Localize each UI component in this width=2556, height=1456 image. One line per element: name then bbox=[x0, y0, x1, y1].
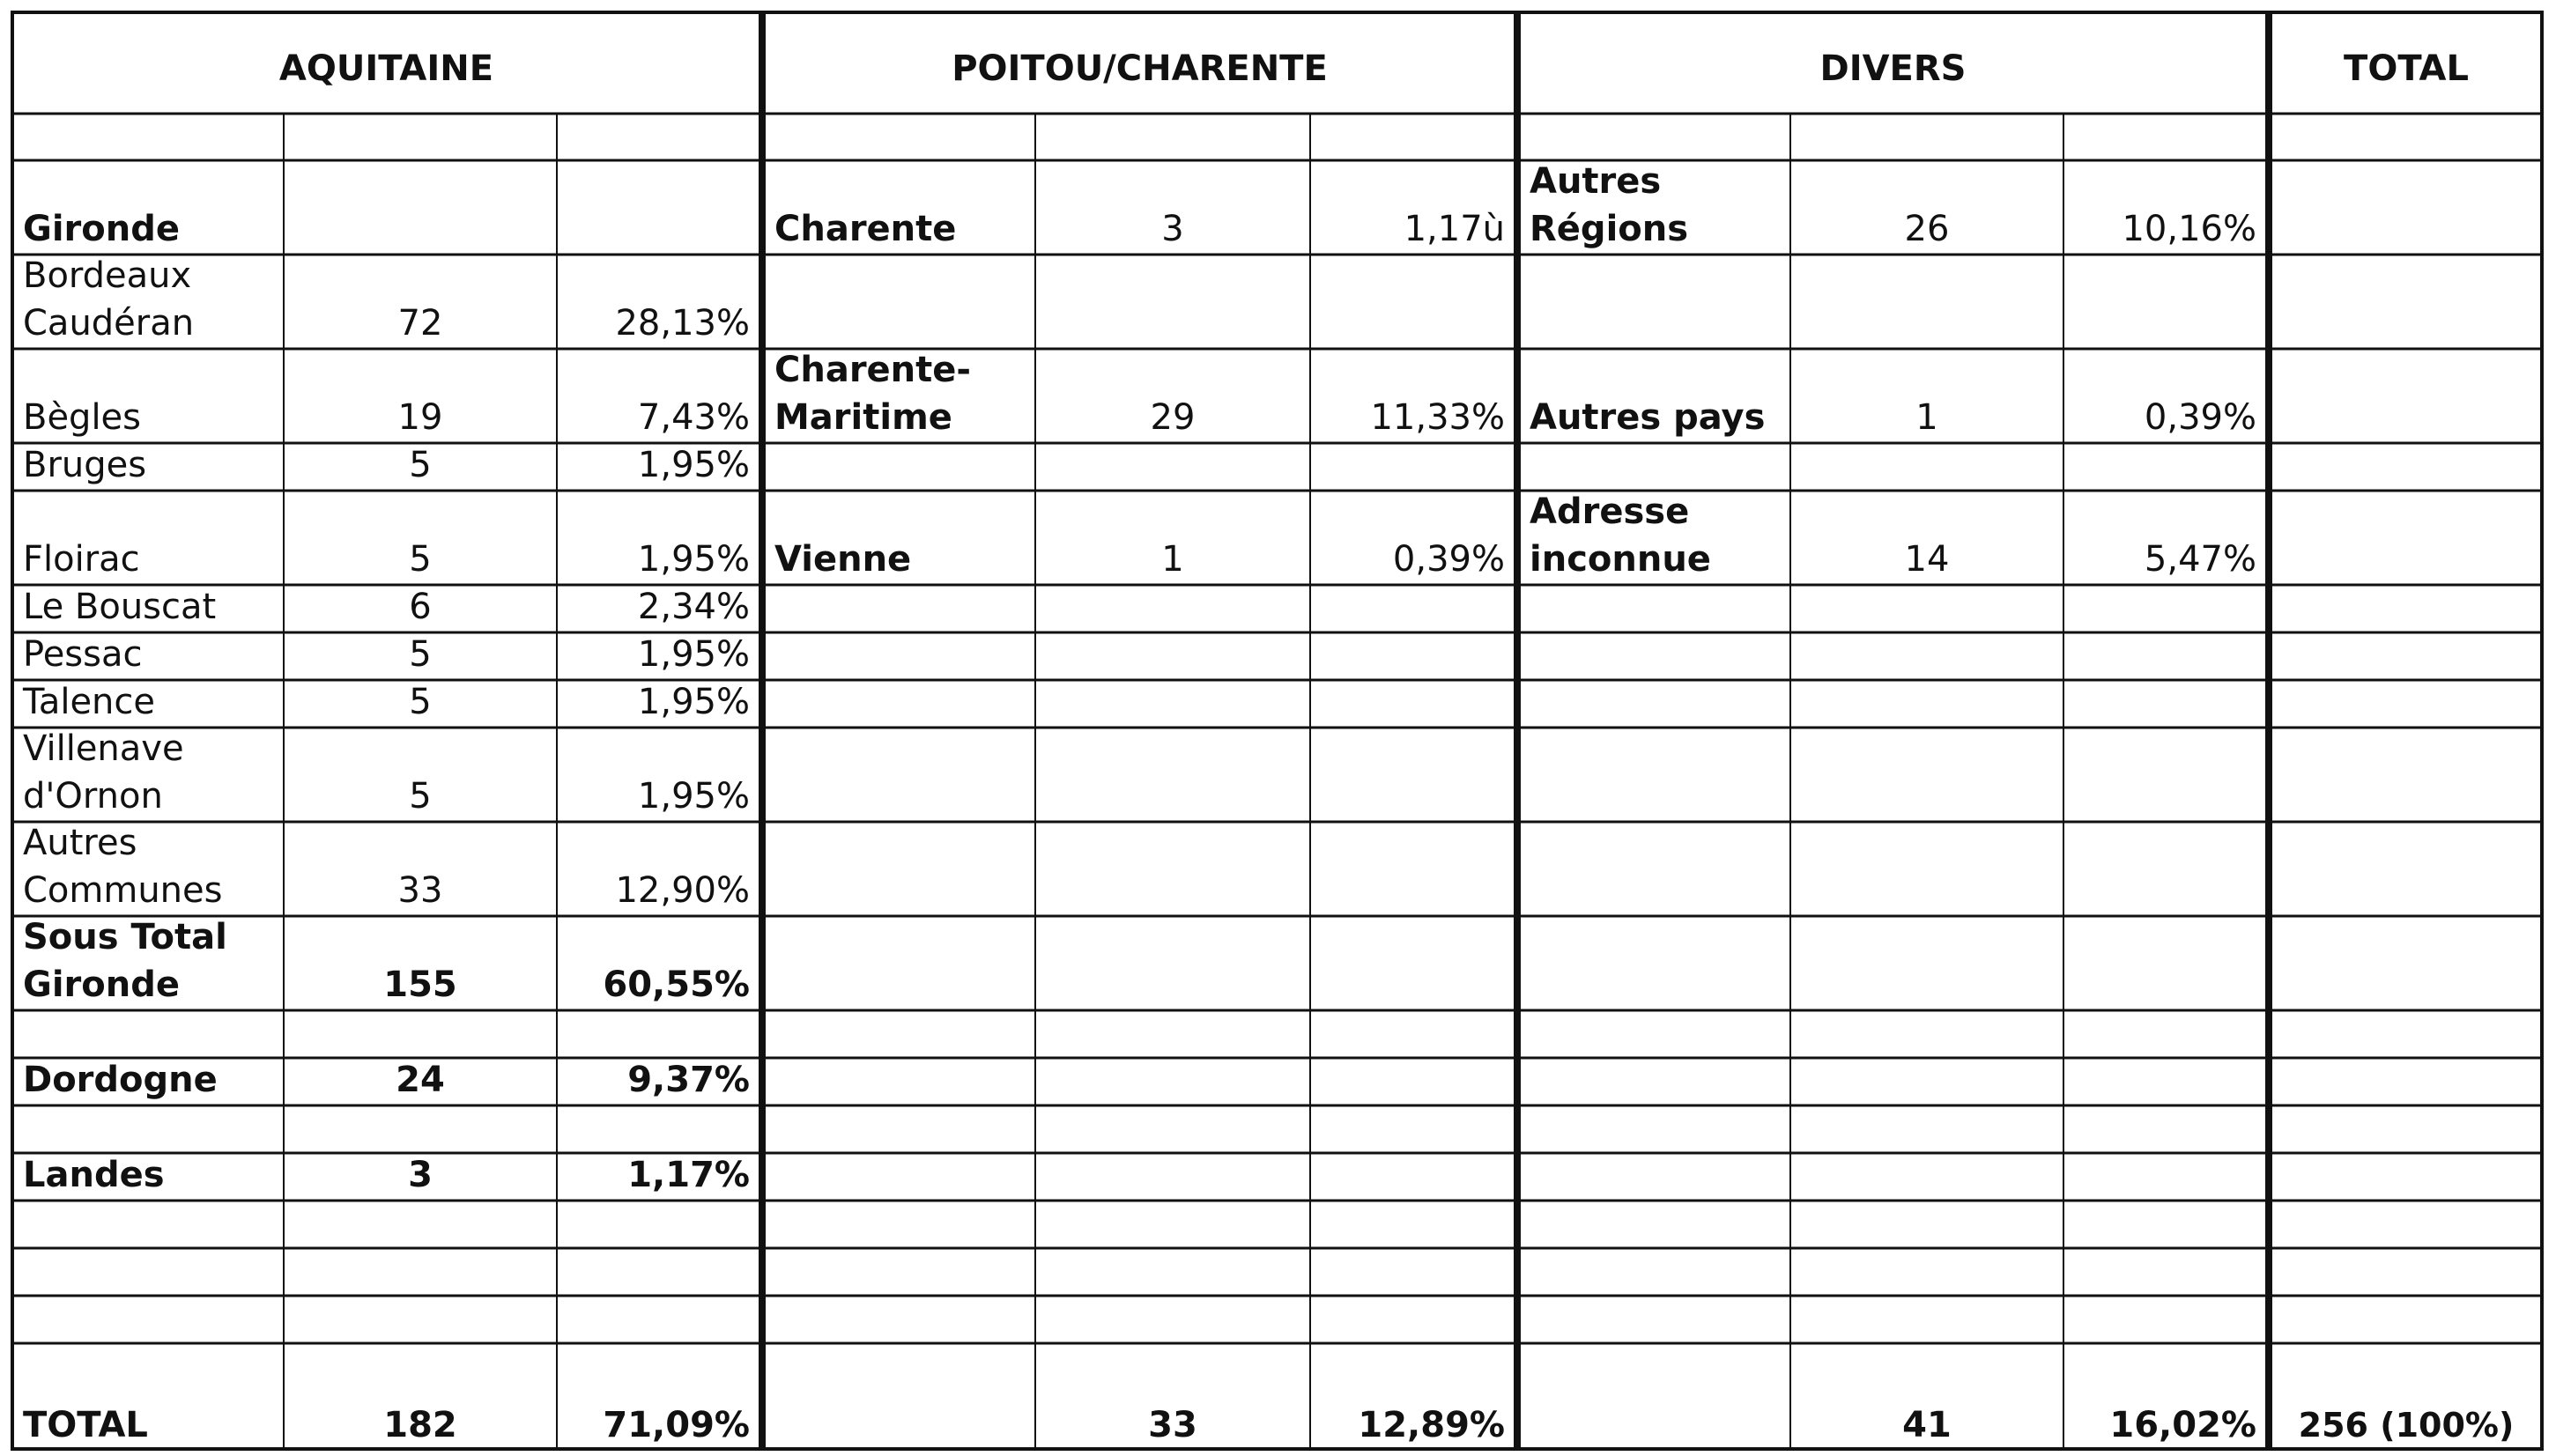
aquitaine-count: 5 bbox=[409, 539, 432, 580]
divers-count: 14 bbox=[1904, 539, 1950, 580]
divers-label: Autres Régions bbox=[1530, 161, 1689, 249]
aquitaine-percent: 12,90% bbox=[615, 870, 750, 911]
divers-count: 26 bbox=[1904, 209, 1950, 249]
aquitaine-count: 155 bbox=[383, 965, 457, 1005]
aquitaine-count: 5 bbox=[409, 682, 432, 722]
aquitaine-label: Le Bouscat bbox=[23, 587, 217, 627]
aquitaine-percent bbox=[560, 1201, 759, 1248]
poitou-percent: 11,33% bbox=[1370, 397, 1505, 438]
aquitaine-count bbox=[287, 160, 553, 255]
aquitaine-label bbox=[14, 1296, 280, 1343]
aquitaine-label: Bordeaux Caudéran bbox=[23, 255, 195, 344]
total-aquitaine-percent: 71,09% bbox=[603, 1405, 750, 1445]
total-label: TOTAL bbox=[23, 1405, 148, 1445]
poitou-label: Charente bbox=[774, 209, 957, 249]
poitou-count: 3 bbox=[1161, 209, 1184, 249]
header-total: TOTAL bbox=[2344, 48, 2469, 89]
grand-total: 256 (100%) bbox=[2298, 1406, 2515, 1445]
aquitaine-count: 33 bbox=[397, 870, 443, 911]
total-aquitaine-count: 182 bbox=[383, 1405, 457, 1445]
aquitaine-count bbox=[287, 1010, 553, 1058]
aquitaine-label: Bègles bbox=[23, 397, 142, 438]
aquitaine-label bbox=[14, 1105, 280, 1153]
aquitaine-count bbox=[287, 1201, 553, 1248]
aquitaine-percent bbox=[560, 1296, 759, 1343]
aquitaine-label: Villenave d'Ornon bbox=[23, 728, 184, 817]
aquitaine-label: Landes bbox=[23, 1155, 165, 1195]
aquitaine-count: 6 bbox=[409, 587, 432, 627]
divers-label: Adresse inconnue bbox=[1530, 491, 1711, 580]
poitou-count: 1 bbox=[1161, 539, 1184, 580]
aquitaine-count: 5 bbox=[409, 776, 432, 817]
aquitaine-percent: 2,34% bbox=[637, 587, 750, 627]
aquitaine-percent bbox=[560, 1248, 759, 1296]
aquitaine-percent: 28,13% bbox=[615, 303, 750, 344]
aquitaine-percent bbox=[560, 1010, 759, 1058]
aquitaine-percent bbox=[560, 1105, 759, 1153]
divers-count: 1 bbox=[1915, 397, 1938, 438]
aquitaine-percent: 1,95% bbox=[637, 634, 750, 675]
total-divers-percent: 16,02% bbox=[2109, 1405, 2256, 1445]
poitou-label: Vienne bbox=[774, 539, 912, 580]
aquitaine-count: 24 bbox=[396, 1060, 445, 1100]
divers-percent: 5,47% bbox=[2144, 539, 2256, 580]
total-divers-count: 41 bbox=[1902, 1405, 1952, 1445]
header-poitou-charente: POITOU/CHARENTE bbox=[952, 48, 1328, 89]
divers-percent: 10,16% bbox=[2122, 209, 2256, 249]
aquitaine-label: Dordogne bbox=[23, 1060, 218, 1100]
aquitaine-percent: 60,55% bbox=[603, 965, 750, 1005]
aquitaine-percent: 1,95% bbox=[637, 445, 750, 485]
poitou-count: 29 bbox=[1150, 397, 1196, 438]
total-poitou-count: 33 bbox=[1148, 1405, 1197, 1445]
aquitaine-label: Sous Total Gironde bbox=[23, 917, 227, 1005]
aquitaine-percent: 1,17% bbox=[627, 1155, 750, 1195]
aquitaine-count: 5 bbox=[409, 634, 432, 675]
aquitaine-label: Floirac bbox=[23, 539, 140, 580]
poitou-percent: 0,39% bbox=[1392, 539, 1505, 580]
aquitaine-percent: 9,37% bbox=[627, 1060, 750, 1100]
data-table bbox=[11, 11, 2544, 1451]
aquitaine-label: Bruges bbox=[23, 445, 147, 485]
aquitaine-count: 72 bbox=[397, 303, 443, 344]
aquitaine-count: 3 bbox=[408, 1155, 433, 1195]
aquitaine-label: Pessac bbox=[23, 634, 143, 675]
total-poitou-percent: 12,89% bbox=[1358, 1405, 1505, 1445]
aquitaine-count bbox=[287, 1105, 553, 1153]
header-aquitaine: AQUITAINE bbox=[278, 48, 494, 89]
aquitaine-count bbox=[287, 1248, 553, 1296]
divers-percent: 0,39% bbox=[2144, 397, 2256, 438]
aquitaine-count: 5 bbox=[409, 445, 432, 485]
aquitaine-count: 19 bbox=[397, 397, 443, 438]
header-divers: DIVERS bbox=[1819, 48, 1967, 89]
aquitaine-label: Autres Communes bbox=[23, 823, 223, 911]
aquitaine-percent: 1,95% bbox=[637, 682, 750, 722]
aquitaine-label bbox=[14, 1248, 280, 1296]
poitou-percent: 1,17ù bbox=[1404, 209, 1505, 249]
aquitaine-percent: 1,95% bbox=[637, 776, 750, 817]
poitou-label: Charente- Maritime bbox=[774, 350, 972, 438]
aquitaine-label bbox=[14, 1010, 280, 1058]
aquitaine-label: Gironde bbox=[23, 209, 180, 249]
divers-label: Autres pays bbox=[1530, 397, 1766, 438]
aquitaine-percent: 1,95% bbox=[637, 539, 750, 580]
aquitaine-percent bbox=[560, 160, 759, 255]
aquitaine-label bbox=[14, 1201, 280, 1248]
aquitaine-percent: 7,43% bbox=[637, 397, 750, 438]
aquitaine-label: Talence bbox=[23, 682, 155, 722]
aquitaine-count bbox=[287, 1296, 553, 1343]
